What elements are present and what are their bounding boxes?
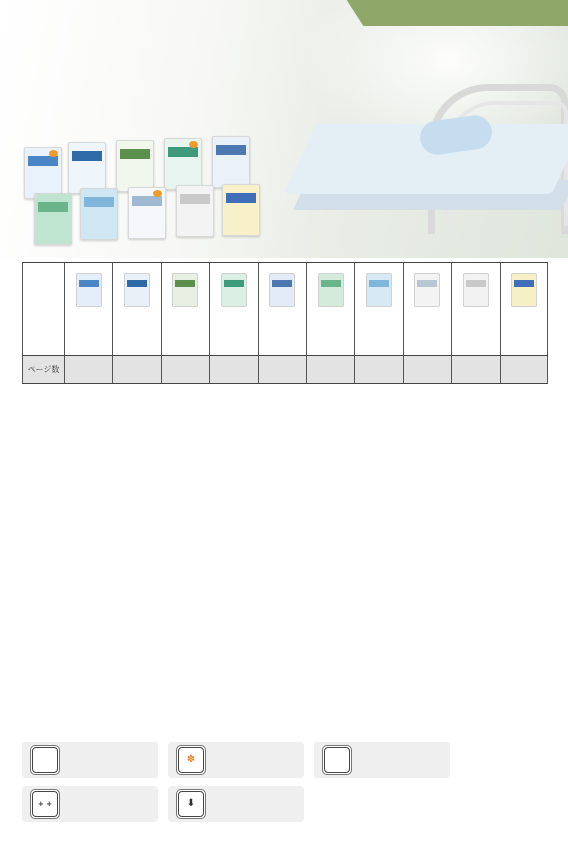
thumbnail-band bbox=[466, 280, 486, 287]
product-package bbox=[164, 138, 202, 190]
thumbnail-band bbox=[369, 280, 389, 287]
product-thumbnail bbox=[318, 273, 344, 307]
product-package bbox=[80, 188, 118, 240]
cell-header bbox=[500, 263, 548, 355]
cell-page bbox=[403, 356, 451, 383]
thumbnail-band bbox=[79, 280, 99, 287]
product-thumbnail bbox=[172, 273, 198, 307]
cell-page bbox=[451, 356, 499, 383]
thumbnail-band bbox=[127, 280, 147, 287]
cell-header bbox=[258, 263, 306, 355]
reversible-icon bbox=[324, 747, 350, 773]
cell-header bbox=[354, 263, 402, 355]
product-package bbox=[24, 147, 62, 199]
cell-page bbox=[64, 356, 112, 383]
cell-header bbox=[403, 263, 451, 355]
legend-item-breath bbox=[168, 786, 304, 822]
legend-icon-frame bbox=[176, 789, 206, 819]
cell-page bbox=[112, 356, 160, 383]
product-package bbox=[34, 193, 72, 245]
product-thumbnail bbox=[76, 273, 102, 307]
antibacterial-icon bbox=[178, 747, 204, 773]
cell-header bbox=[209, 263, 257, 355]
table-row-page bbox=[22, 356, 548, 384]
product-thumbnail bbox=[269, 273, 295, 307]
cell-header bbox=[451, 263, 499, 355]
cell-header bbox=[112, 263, 160, 355]
product-thumbnail bbox=[511, 273, 537, 307]
cell-page bbox=[306, 356, 354, 383]
row-label-page bbox=[22, 356, 64, 383]
legend-item-thick bbox=[22, 742, 158, 778]
plus-symbol: + + bbox=[37, 800, 53, 808]
page-count-label: ページ数 bbox=[27, 365, 60, 374]
section-tab bbox=[330, 0, 568, 26]
product-package bbox=[116, 140, 154, 192]
thumbnail-band bbox=[514, 280, 534, 287]
cell-header bbox=[64, 263, 112, 355]
product-thumbnail bbox=[414, 273, 440, 307]
thumbnail-band bbox=[321, 280, 341, 287]
thumbnail-band bbox=[417, 280, 437, 287]
thick-mattress-icon bbox=[32, 747, 58, 773]
legend-icon-frame bbox=[322, 745, 352, 775]
product-package bbox=[176, 185, 214, 237]
product-package bbox=[222, 184, 260, 236]
cell-header bbox=[161, 263, 209, 355]
product-thumbnail bbox=[366, 273, 392, 307]
cell-page bbox=[354, 356, 402, 383]
cell-header bbox=[306, 263, 354, 355]
product-thumbnail bbox=[463, 273, 489, 307]
legend-icon-frame bbox=[30, 745, 60, 775]
table-row-header bbox=[22, 262, 548, 356]
product-thumbnail bbox=[221, 273, 247, 307]
legend-item-reversible bbox=[314, 742, 450, 778]
thumbnail-band bbox=[272, 280, 292, 287]
legend-item-antibac bbox=[168, 742, 304, 778]
product-package bbox=[128, 187, 166, 239]
table-grid bbox=[22, 262, 548, 736]
thumbnail-band bbox=[175, 280, 195, 287]
shield-symbol: ✽ bbox=[186, 754, 196, 765]
product-package bbox=[212, 136, 250, 188]
legend-item-deodor bbox=[22, 786, 158, 822]
deodorize-icon bbox=[32, 791, 58, 817]
hero-banner bbox=[0, 0, 568, 258]
cell-page bbox=[209, 356, 257, 383]
arrow-down-symbol: ⬇ bbox=[186, 798, 196, 809]
row-label-header bbox=[22, 263, 64, 355]
product-thumbnail bbox=[124, 273, 150, 307]
cell-page bbox=[161, 356, 209, 383]
cell-page bbox=[500, 356, 548, 383]
cell-page bbox=[258, 356, 306, 383]
thumbnail-band bbox=[224, 280, 244, 287]
legend-icon-frame bbox=[176, 745, 206, 775]
legend-icon-frame bbox=[30, 789, 60, 819]
product-package bbox=[68, 142, 106, 194]
breathable-icon bbox=[178, 791, 204, 817]
